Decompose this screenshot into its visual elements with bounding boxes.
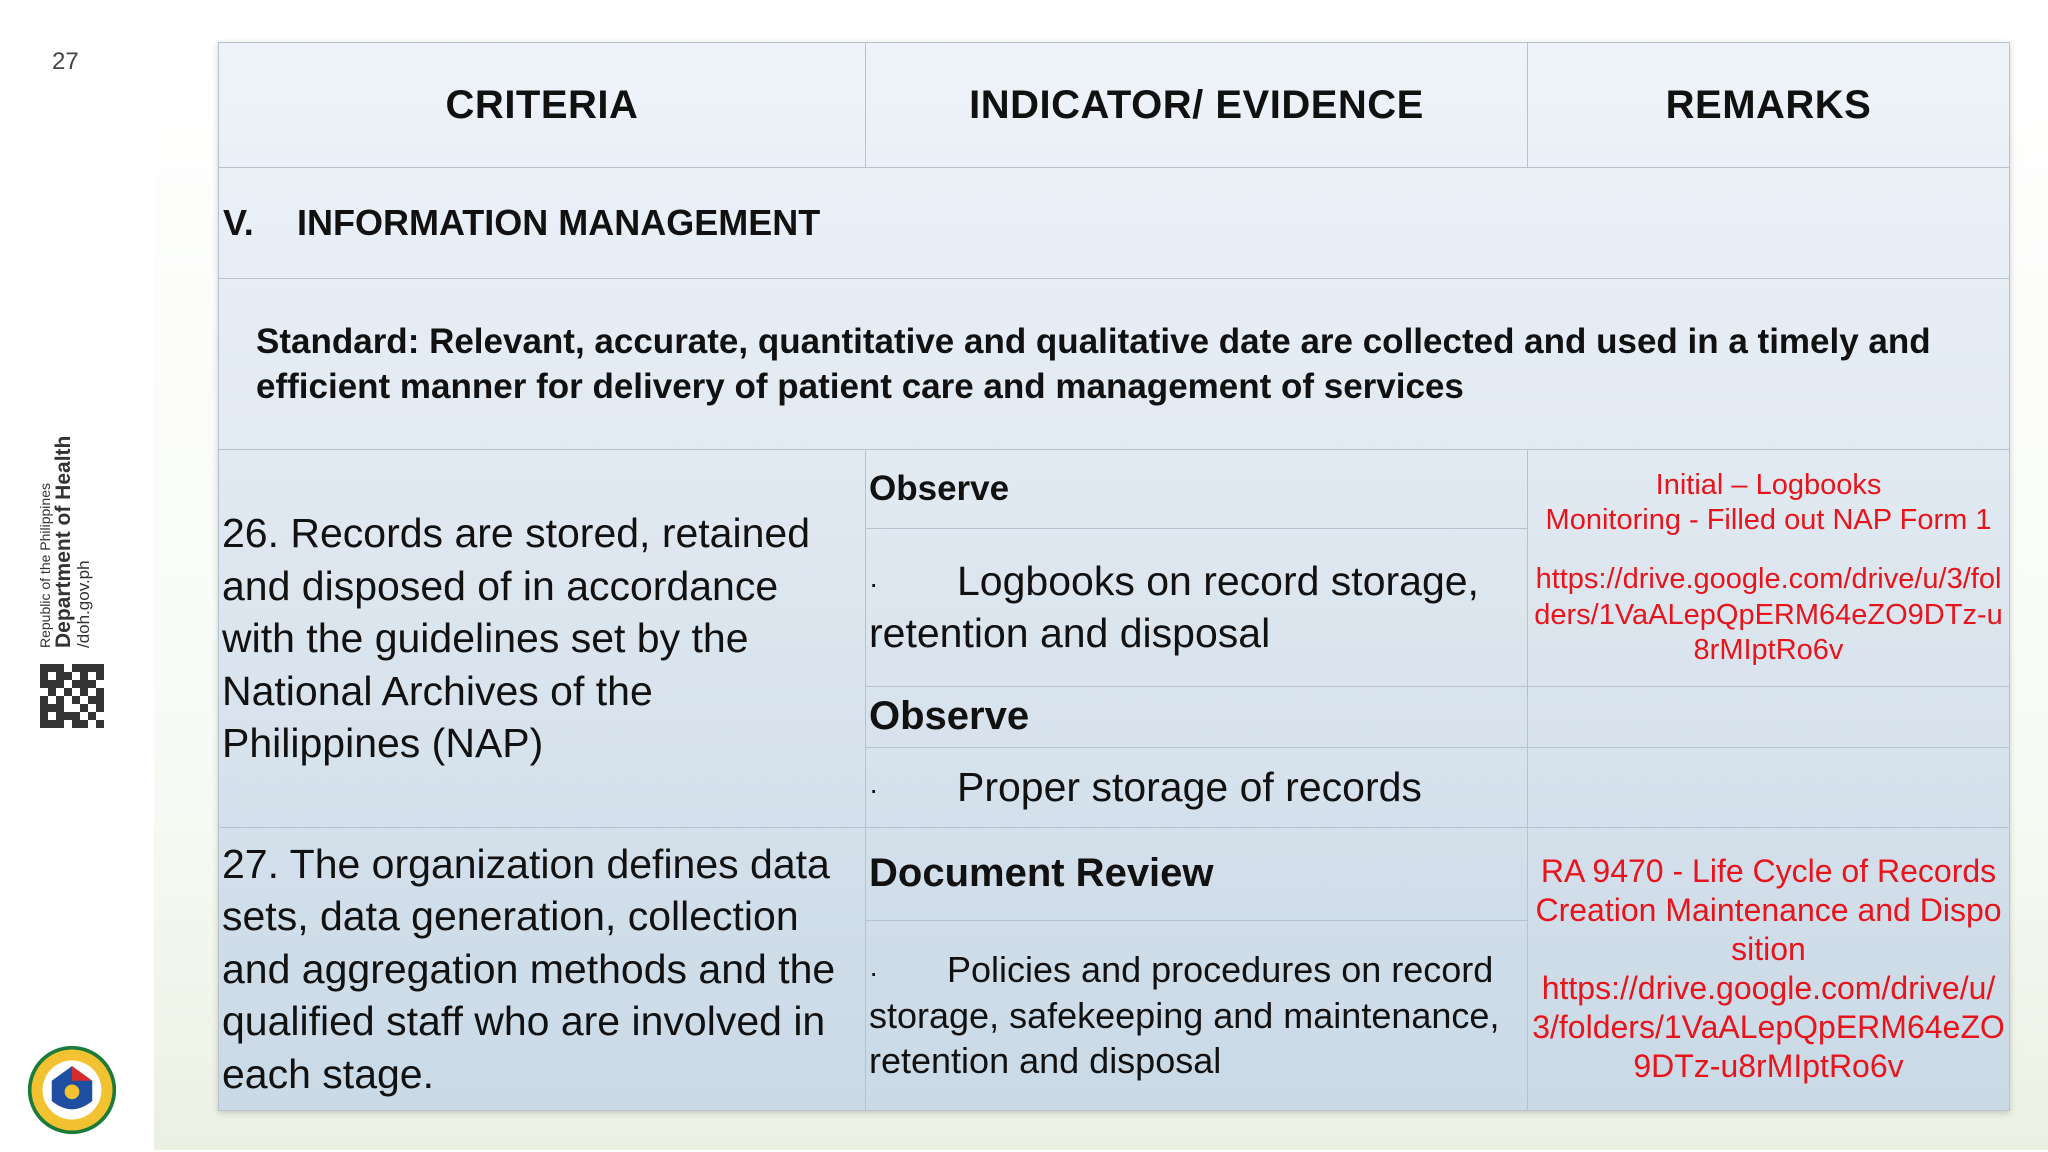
observe-item-1-text: Logbooks on record storage, retention and disposal xyxy=(869,558,1479,657)
observe-item-2 xyxy=(866,747,1528,827)
qr-code-icon xyxy=(40,664,104,728)
criteria-27-text: 27. The organization defines data sets, data generation, collection and aggregation methods and the qualified staff who are involved in each stage. xyxy=(219,827,866,1110)
review-item xyxy=(866,920,1528,1110)
remarks-27 xyxy=(1528,827,2010,1110)
bullet-icon: · xyxy=(869,774,879,806)
header-criteria: CRITERIA xyxy=(219,43,866,168)
doh-branding xyxy=(38,436,93,648)
section-title: INFORMATION MANAGEMENT xyxy=(297,202,821,244)
observe-label-2: Observe xyxy=(866,686,1528,747)
remark-ra9470-line: RA 9470 - Life Cycle of Records Creation Maintenance and Disposition xyxy=(1535,852,2002,967)
remarks-empty-2 xyxy=(1528,747,2010,827)
department-label: Department of Health xyxy=(51,435,75,648)
remarks-empty-1 xyxy=(1528,686,2010,747)
document-review-label: Document Review xyxy=(866,827,1528,920)
section-heading xyxy=(219,168,2010,279)
header-remarks: REMARKS xyxy=(1528,43,2010,168)
review-item-text: Policies and procedures on record storage, safekeeping and maintenance, retention and disposal xyxy=(869,948,1500,1082)
criteria-26-text: 26. Records are stored, retained and disposed of in accordance with the guidelines set by the National Archives of the Philippines (NAP) xyxy=(219,450,866,827)
standard-text: Standard: Relevant, accurate, quantitative and qualitative date are collected and used in a timely and efficient manner for delivery of patient care and management of services xyxy=(219,279,2010,450)
remarks-26-initial xyxy=(1528,450,2010,686)
observe-item-1 xyxy=(866,529,1528,686)
section-number: V. xyxy=(223,202,254,244)
bullet-icon: · xyxy=(869,956,879,988)
header-row xyxy=(219,43,2010,168)
header-indicator-evidence: INDICATOR/ EVIDENCE xyxy=(866,43,1528,168)
observe-item-2-text: Proper storage of records xyxy=(957,763,1422,810)
section-row xyxy=(219,168,2010,279)
republic-label: Republic of the Philippines xyxy=(37,483,53,648)
left-sidebar xyxy=(0,0,154,1152)
remark-drive-link[interactable]: https://drive.google.com/drive/u/3/folders/1VaALepQpERM64eZO9DTz-u8rMIptRo6v xyxy=(1534,563,2003,667)
criteria-27-review-row xyxy=(219,827,2010,920)
page-number: 27 xyxy=(52,48,79,75)
bullet-icon: · xyxy=(869,568,879,600)
website-label: /doh.gov.ph xyxy=(73,560,93,648)
remark-drive-link-2[interactable]: https://drive.google.com/drive/u/3/folders/1VaALepQpERM64eZO9DTz-u8rMIptRo6v xyxy=(1532,969,2005,1084)
remark-monitoring-line: Monitoring - Filled out NAP Form 1 xyxy=(1545,503,1992,536)
assessment-table xyxy=(218,42,2010,1111)
standard-row xyxy=(219,279,2010,450)
remark-initial-line: Initial – Logbooks xyxy=(1655,468,1882,501)
observe-label-1: Observe xyxy=(866,450,1528,529)
doh-seal-icon xyxy=(26,1044,118,1136)
criteria-26-observe-row xyxy=(219,450,2010,529)
